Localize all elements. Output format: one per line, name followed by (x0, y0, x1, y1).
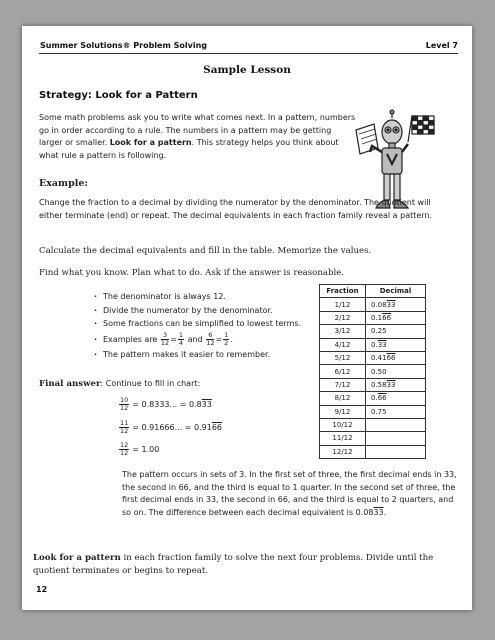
fraction-cell: 5/12 (320, 351, 366, 364)
fraction: $\frac{1}{2}$ (224, 330, 229, 347)
final-answer (39, 378, 200, 391)
table-row (320, 378, 426, 391)
table-row (320, 392, 426, 405)
fraction-cell: 12/12 (320, 445, 366, 458)
fraction-cell: 4/12 (320, 338, 366, 351)
decimal-cell: 0.5833 (366, 378, 426, 391)
fraction-cell: 6/12 (320, 365, 366, 378)
table-row (320, 338, 426, 351)
fraction: $\frac{12}{12}$ (120, 441, 129, 457)
fraction-table (319, 284, 426, 459)
intro-bold: Look for a pattern (109, 138, 192, 147)
table-row (320, 298, 426, 311)
and-text: and (187, 334, 203, 344)
column-header-fraction: Fraction (320, 285, 366, 298)
fraction-cell: 11/12 (320, 432, 366, 445)
decimal-cell: 0.75 (366, 405, 426, 418)
fraction-cell: 10/12 (320, 418, 366, 431)
hint-item: · Some fractions can be simplified to lowest terms. (94, 317, 316, 331)
instruction-calculate: Calculate the decimal equivalents and fill in the table. Memorize the values. (39, 246, 372, 256)
equation-row (118, 397, 212, 412)
equation-value: = 0.8333... = 0.833 (132, 400, 212, 409)
decimal-cell: 0.25 (366, 325, 426, 338)
column-header-decimal: Decimal (366, 285, 426, 298)
equation-row (118, 420, 222, 435)
table-row (320, 405, 426, 418)
fraction-cell: 7/12 (320, 378, 366, 391)
table-row (320, 445, 426, 458)
table-row (320, 365, 426, 378)
fraction-cell: 1/12 (320, 298, 366, 311)
table-row (320, 351, 426, 364)
equation-value: = 0.91666... = 0.9166 (132, 423, 223, 432)
fraction-cell: 3/12 (320, 325, 366, 338)
fraction-cell: 8/12 (320, 392, 366, 405)
decimal-cell: 0.66 (366, 392, 426, 405)
hint-item: · The pattern makes it easier to remember. (94, 348, 316, 362)
table-row (320, 432, 426, 445)
table-row (320, 325, 426, 338)
decimal-cell (366, 445, 426, 458)
decimal-cell: 0.33 (366, 338, 426, 351)
fraction-cell: 9/12 (320, 405, 366, 418)
table-row (320, 311, 426, 324)
closing-text: in each fraction family to solve the next four problems. Divide until the quotient terminates or begins to repeat. (33, 553, 434, 576)
level-label: Level 7 (425, 41, 458, 50)
fraction: $\frac{1}{4}$ (178, 330, 184, 347)
intro-paragraph (39, 112, 357, 162)
hint-item: · The denominator is always 12. (94, 290, 316, 304)
strategy-heading: Strategy: Look for a Pattern (39, 90, 198, 101)
decimal-cell (366, 432, 426, 445)
decimal-cell: 0.4166 (366, 351, 426, 364)
decimal-cell: 0.166 (366, 311, 426, 324)
hint-item-examples: · Examples are $\frac{3}{12}$ = $\frac{1}{4}$ and $\frac{6}{12}$ = $\frac{1}{2}$ . (94, 331, 316, 348)
fraction-cell: 2/12 (320, 311, 366, 324)
decimal-cell (366, 418, 426, 431)
header-rule (39, 53, 458, 54)
hint-list (94, 290, 316, 361)
examples-label: Examples are (103, 334, 158, 344)
worksheet-page (22, 26, 472, 610)
decimal-cell: 0.50 (366, 365, 426, 378)
example-paragraph: Change the fraction to a decimal by dividing the numerator by the denominator. The quotient will either terminate (end) or repeat. The decimal equivalents in each fraction family reveal a pattern. (39, 198, 433, 220)
final-answer-text: : Continue to fill in chart: (100, 379, 201, 388)
intro-text-end: . This strategy helps you think about what rule a pattern is following. (39, 138, 339, 160)
closing-instruction (33, 552, 458, 577)
intro-text: Some math problems ask you to write what comes next. In a pattern, numbers go in order according to a rule. The numbers in a pattern may be getting larger or smaller. (39, 113, 356, 147)
closing-bold: Look for a pattern (33, 553, 121, 563)
equation-value: = 1.00 (132, 445, 160, 454)
page-number: 12 (36, 585, 48, 594)
equation-row (118, 442, 159, 457)
fraction: $\frac{6}{12}$ (206, 330, 215, 347)
book-title: Summer Solutions® Problem Solving (40, 41, 207, 50)
hint-item: · Divide the numerator by the denominator. (94, 304, 316, 318)
page-title: Sample Lesson (203, 64, 291, 76)
pattern-explanation: The pattern occurs in sets of 3. In the first set of three, the first decimal ends in 33, the second in 66, and the third is equal to 1 quarter. In the second set of three, the first decimal ends in 33, the second in 66, and the third is equal to 2 quarters, and so on. The difference between each decimal equivalent is 0.0833. (122, 470, 457, 517)
example-heading: Example: (39, 178, 88, 189)
fraction: $\frac{11}{12}$ (120, 419, 129, 435)
fraction: $\frac{10}{12}$ (120, 396, 129, 412)
instruction-plan: Find what you know. Plan what to do. Ask if the answer is reasonable. (39, 268, 345, 278)
decimal-cell: 0.0833 (366, 298, 426, 311)
final-answer-label: Final answer (39, 379, 101, 389)
table-row (320, 418, 426, 431)
fraction: $\frac{3}{12}$ (160, 330, 170, 347)
